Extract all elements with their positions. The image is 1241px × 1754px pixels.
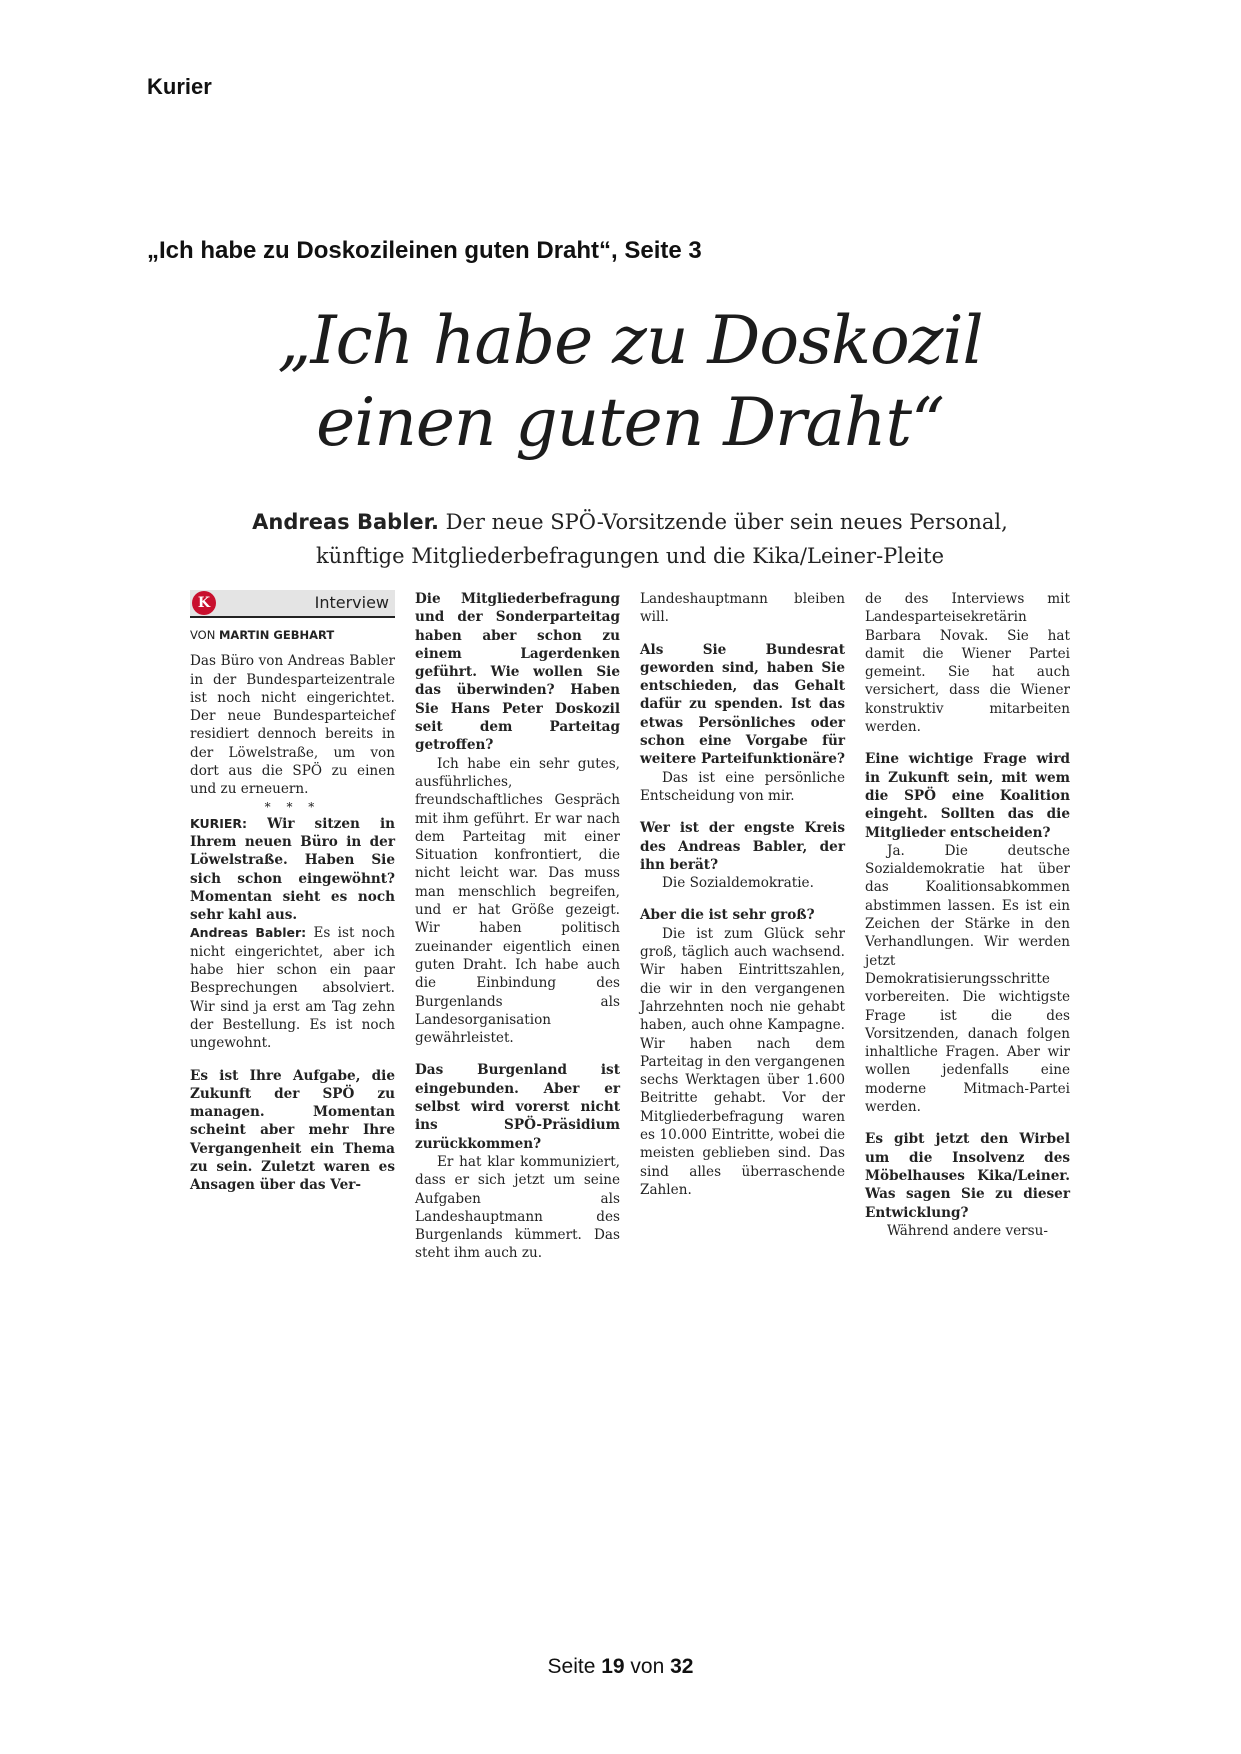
continued-paragraph: Landeshauptmann bleiben will. bbox=[640, 591, 845, 626]
question-speaker: KURIER: bbox=[190, 815, 248, 831]
document-title: „Ich habe zu Doskozileinen guten Draht“, Seite 3 bbox=[147, 237, 702, 264]
question-paragraph bbox=[190, 815, 395, 925]
answer-paragraph: Er hat klar kommuniziert, dass er sich jetzt um seine Aufgaben als Landeshauptmann des Burgenlands kümmert. Das steht ihm auch zu. bbox=[415, 1153, 620, 1262]
headline-line-2: einen guten Draht“ bbox=[316, 384, 944, 461]
question-paragraph: Das Burgenland ist eingebunden. Aber er selbst wird vorerst nicht ins SPÖ-Präsidium zurückkommen? bbox=[415, 1062, 620, 1152]
byline-prefix: VON bbox=[190, 628, 219, 642]
answer-paragraph: Während andere versu- bbox=[887, 1222, 1048, 1239]
footer-prefix: Seite bbox=[547, 1655, 602, 1678]
column-3 bbox=[640, 590, 845, 1263]
interview-header bbox=[190, 590, 395, 618]
column-2 bbox=[415, 590, 620, 1263]
question-text: Wir sitzen in Ihrem neuen Büro in der Löwelstraße. Haben Sie sich schon eingewöhnt? Momentan sieht es noch sehr kahl aus. bbox=[190, 815, 395, 924]
question-paragraph: Es ist Ihre Aufgabe, die Zukunft der SPÖ zu managen. Momentan scheint aber mehr Ihre Vergangenheit ein Thema zu sein. Zuletzt waren es Ansagen über das Ver- bbox=[190, 1067, 395, 1194]
byline bbox=[190, 626, 395, 644]
article-columns bbox=[190, 590, 1070, 1263]
answer-paragraph: Die ist zum Glück sehr groß, täglich auch wachsend. Wir haben Eintrittszahlen, die wir in den vergangenen Jahrzehnten noch nie gehabt haben, auch ohne Kampagne. Wir haben nach dem Parteitag in den vergangenen sechs Werktagen über 1.600 Beitritte gehabt. Vor der Mitgliederbefragung waren es 10.000 Eintritte, wobei die meisten geblieben sind. Das sind alles überraschende Zahlen. bbox=[640, 925, 845, 1198]
section-separator: * * * bbox=[264, 799, 321, 814]
column-1 bbox=[190, 590, 395, 1263]
column-4 bbox=[865, 590, 1070, 1263]
footer-page-total: 32 bbox=[670, 1655, 694, 1678]
kicker-name: Andreas Babler. bbox=[252, 510, 439, 534]
newspaper-clipping bbox=[190, 300, 1070, 1262]
question-paragraph: Wer ist der engste Kreis des Andreas Babler, der ihn berät? bbox=[640, 820, 845, 873]
kicker-line-2: künftige Mitgliederbefragungen und die Kika/Leiner-Pleite bbox=[315, 544, 945, 568]
answer-paragraph bbox=[190, 924, 395, 1052]
kicker-line-1-rest: Der neue SPÖ-Vorsitzende über sein neues Personal, bbox=[438, 510, 1008, 534]
article-headline bbox=[190, 300, 1070, 464]
question-paragraph: Eine wichtige Frage wird in Zukunft sein, mit wem die SPÖ eine Koalition eingeht. Sollten das die Mitglieder entscheiden? bbox=[865, 751, 1070, 841]
answer-paragraph: Die Sozialdemokratie. bbox=[662, 875, 814, 892]
page-footer bbox=[0, 1655, 1241, 1679]
question-paragraph: Es gibt jetzt den Wirbel um die Insolvenz des Möbelhauses Kika/Leiner. Was sagen Sie zu dieser Entwicklung? bbox=[865, 1131, 1070, 1221]
answer-text: Es ist noch nicht eingerichtet, aber ich habe hier schon ein paar Besprechungen absolviert. Wir sind ja erst am Tag zehn der Bestellung. Es ist noch ungewohnt. bbox=[190, 925, 395, 1052]
footer-page-number: 19 bbox=[601, 1655, 625, 1678]
kicker-line-1 bbox=[190, 505, 1070, 539]
headline-line-1: „Ich habe zu Doskozil bbox=[277, 302, 983, 379]
answer-paragraph: Das ist eine persönliche Entscheidung von mir. bbox=[640, 769, 845, 804]
intro-paragraph: Das Büro von Andreas Babler in der Bundesparteizentrale ist noch nicht eingerichtet. Der neue Bundesparteichef residiert dennoch bereits in der Löwelstraße, um von dort aus die SPÖ zu einen und zu erneuern. bbox=[190, 653, 395, 798]
byline-author: MARTIN GEBHART bbox=[218, 628, 335, 642]
question-paragraph: Die Mitgliederbefragung und der Sonderparteitag haben aber schon zu einem Lagerdenken geführt. Wie wollen Sie das überwinden? Haben Sie Hans Peter Doskozil seit dem Parteitag getroffen? bbox=[415, 591, 620, 754]
answer-paragraph: Ja. Die deutsche Sozialdemokratie hat über das Koalitionsabkommen abstimmen lassen. Es ist ein Zeichen der Stärke in den Verhandlungen. Wir werden jetzt Demokratisierungsschritte vorbereiten. Die wichtigste Frage ist die des Vorsitzenden, danach folgen inhaltliche Fragen. Aber wir wollen jedenfalls eine moderne Mitmach-Partei werden. bbox=[865, 842, 1070, 1116]
article-kicker bbox=[190, 505, 1070, 573]
answer-speaker: Andreas Babler: bbox=[190, 925, 307, 941]
answer-paragraph: Ich habe ein sehr gutes, ausführliches, freundschaftliches Gespräch mit ihm geführt. Er war nach dem Parteitag mit einer Situation konfrontiert, die nicht leicht war. Das muss man menschlich begreifen, und er hat Größe gezeigt. Wir haben politisch zueinander eigentlich einen guten Draht. Ich habe auch die Einbindung des Burgenlands als Landesorganisation gewährleistet. bbox=[415, 755, 620, 1047]
source-name: Kurier bbox=[147, 74, 212, 99]
kurier-k-logo-icon: K bbox=[192, 591, 216, 615]
question-paragraph: Als Sie Bundesrat geworden sind, haben Sie entschieden, das Gehalt dafür zu spenden. Ist das etwas Persönliches oder schon eine Vorgabe für weitere Parteifunktionäre? bbox=[640, 641, 845, 768]
interview-label: Interview bbox=[314, 592, 389, 612]
question-paragraph: Aber die ist sehr groß? bbox=[640, 907, 815, 924]
continued-paragraph: de des Interviews mit Landesparteisekretärin Barbara Novak. Sie hat damit die Wiener Partei gemeint. Sie hat auch versichert, dass die Wiener konstruktiv mitarbeiten werden. bbox=[865, 591, 1070, 736]
footer-middle: von bbox=[624, 1655, 671, 1678]
